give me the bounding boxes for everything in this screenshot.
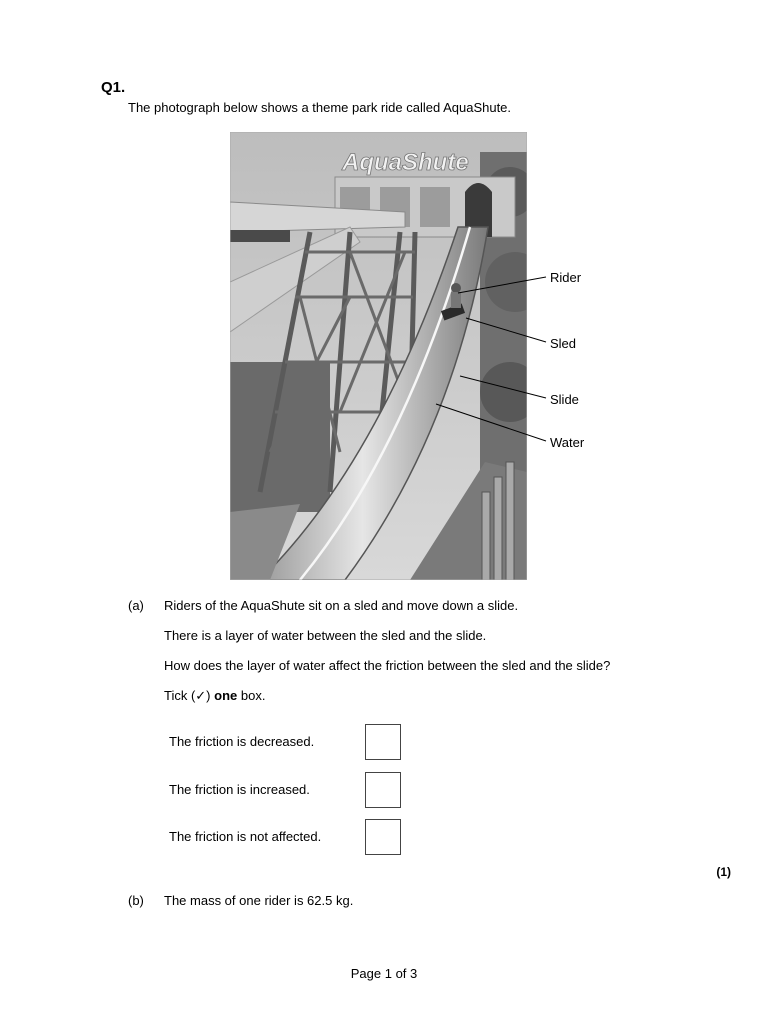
part-b-line1: The mass of one rider is 62.5 kg.: [164, 893, 354, 908]
label-water: Water: [550, 435, 585, 450]
aquashute-sign: AquaShute: [342, 149, 469, 176]
tick-suffix: box.: [237, 688, 266, 703]
part-a-line1: Riders of the AquaShute sit on a sled and move down a slide.: [164, 598, 519, 613]
label-sled: Sled: [550, 336, 577, 351]
tickbox-not-affected[interactable]: [365, 819, 401, 855]
tickbox-decreased[interactable]: [365, 724, 401, 760]
question-number: Q1.: [101, 79, 126, 96]
page-footer: Page 1 of 3: [350, 966, 418, 981]
tick-instruction: [164, 688, 265, 704]
label-slide: Slide: [550, 392, 579, 407]
label-rider: Rider: [550, 270, 582, 285]
question-intro: The photograph below shows a theme park ride called AquaShute.: [128, 100, 512, 115]
tick-prefix: Tick (✓): [164, 688, 215, 703]
part-b-label: (b): [128, 893, 144, 908]
option-increased-label: The friction is increased.: [169, 782, 310, 797]
part-a-line3: How does the layer of water affect the friction between the sled and the slide?: [164, 658, 611, 673]
part-a-label: (a): [128, 598, 144, 613]
option-not-affected-label: The friction is not affected.: [169, 829, 322, 844]
tick-bold: one: [214, 688, 238, 703]
marks-label: (1): [716, 865, 731, 879]
part-a-line2: There is a layer of water between the sled and the slide.: [164, 628, 487, 643]
option-decreased-label: The friction is decreased.: [169, 734, 315, 749]
tickbox-increased[interactable]: [365, 772, 401, 808]
